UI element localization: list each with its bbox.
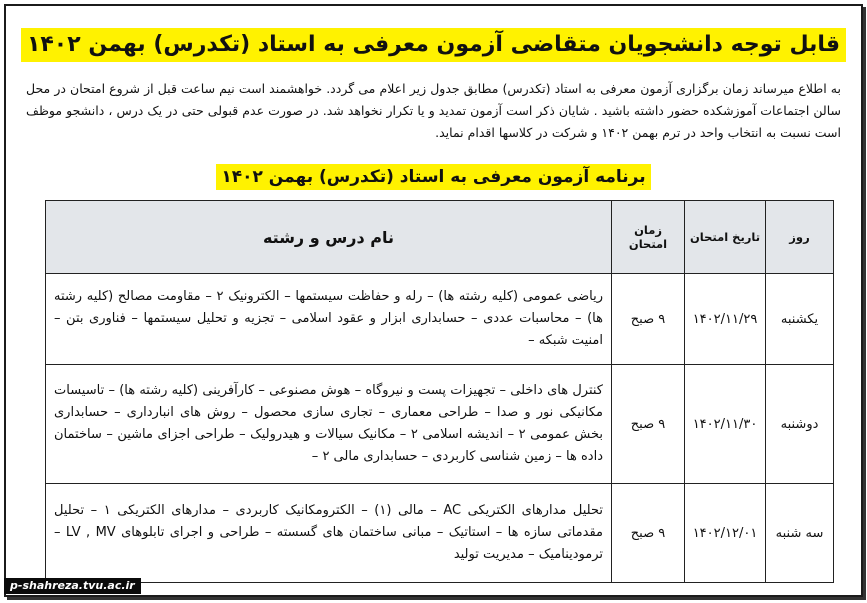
notice-title: قابل توجه دانشجویان متقاضی آزمون معرفی به استاد (تکدرس) بهمن ۱۴۰۲ bbox=[21, 28, 846, 62]
row-courses: تحلیل مدارهای الکتریکی AC – مالی (۱) – الکترومکانیک کاربردی – مدارهای الکتریکی ۱ – تحلیل مقدماتی سازه ها – استاتیک – مبانی ساختمان های گسسته – طراحی و اجرای تابلوهای LV , MV – ترمودینامیک – مدیریت تولید bbox=[46, 484, 612, 583]
row-time: ۹ صبح bbox=[612, 484, 685, 583]
table-row bbox=[46, 365, 834, 484]
row-courses: کنترل های داخلی – تجهیزات پست و نیروگاه – هوش مصنوعی – کارآفرینی (کلیه رشته ها) – تاسیسات مکانیکی نور و صدا – طراحی معماری – تجاری سازی محصول – روش های انبارداری – حسابداری بخش عمومی ۲ – اندیشه اسلامی ۲ – مکانیک سیالات و هیدرولیک – طراحی اجزای ماشین – ساختمان داده ها – زمین شناسی کاربردی – حسابداری مالی ۲ – bbox=[46, 365, 612, 484]
row-date: ۱۴۰۲/۱۱/۲۹ bbox=[685, 274, 766, 365]
exam-schedule-table bbox=[45, 200, 834, 583]
intro-paragraph: به اطلاع میرساند زمان برگزاری آزمون معرفی به استاد (تکدرس) مطابق جدول زیر اعلام می گردد. خواهشمند است نیم ساعت قبل از شروع امتحان در محل سالن اجتماعات آموزشکده حضور داشته باشید . شایان ذکر است آزمون تمدید و یا تکرار نخواهد شد. در صورت عدم قبولی حتی در یک درس ، دانشجو موظف است نسبت به انتخاب واحد در ترم بهمن ۱۴۰۲ و شرکت در کلاسها اقدام نماید. bbox=[26, 81, 841, 140]
table-row bbox=[46, 274, 834, 365]
schedule-subtitle: برنامه آزمون معرفی به استاد (تکدرس) بهمن ۱۴۰۲ bbox=[216, 164, 650, 190]
table-row bbox=[46, 484, 834, 583]
row-time: ۹ صبح bbox=[612, 365, 685, 484]
header-courses: نام درس و رشته bbox=[46, 201, 612, 274]
row-date: ۱۴۰۲/۱۱/۳۰ bbox=[685, 365, 766, 484]
row-time: ۹ صبح bbox=[612, 274, 685, 365]
site-watermark: p-shahreza.tvu.ac.ir bbox=[4, 578, 141, 594]
row-day: دوشنبه bbox=[766, 365, 834, 484]
row-day: سه شنبه bbox=[766, 484, 834, 583]
row-courses: ریاضی عمومی (کلیه رشته ها) – رله و حفاظت سیستمها – الکترونیک ۲ – مقاومت مصالح (کلیه رشته ها) – محاسبات عددی – حسابداری ابزار و عقود اسلامی – تجزیه و تحلیل سیستمها – فناوری بتن – امنیت شبکه – bbox=[46, 274, 612, 365]
header-time: زمان امتحان bbox=[612, 201, 685, 274]
notice-frame bbox=[4, 4, 863, 597]
header-date: تاریخ امتحان bbox=[685, 201, 766, 274]
table-header-row bbox=[46, 201, 834, 274]
header-day: روز bbox=[766, 201, 834, 274]
row-day: یکشنبه bbox=[766, 274, 834, 365]
row-date: ۱۴۰۲/۱۲/۰۱ bbox=[685, 484, 766, 583]
